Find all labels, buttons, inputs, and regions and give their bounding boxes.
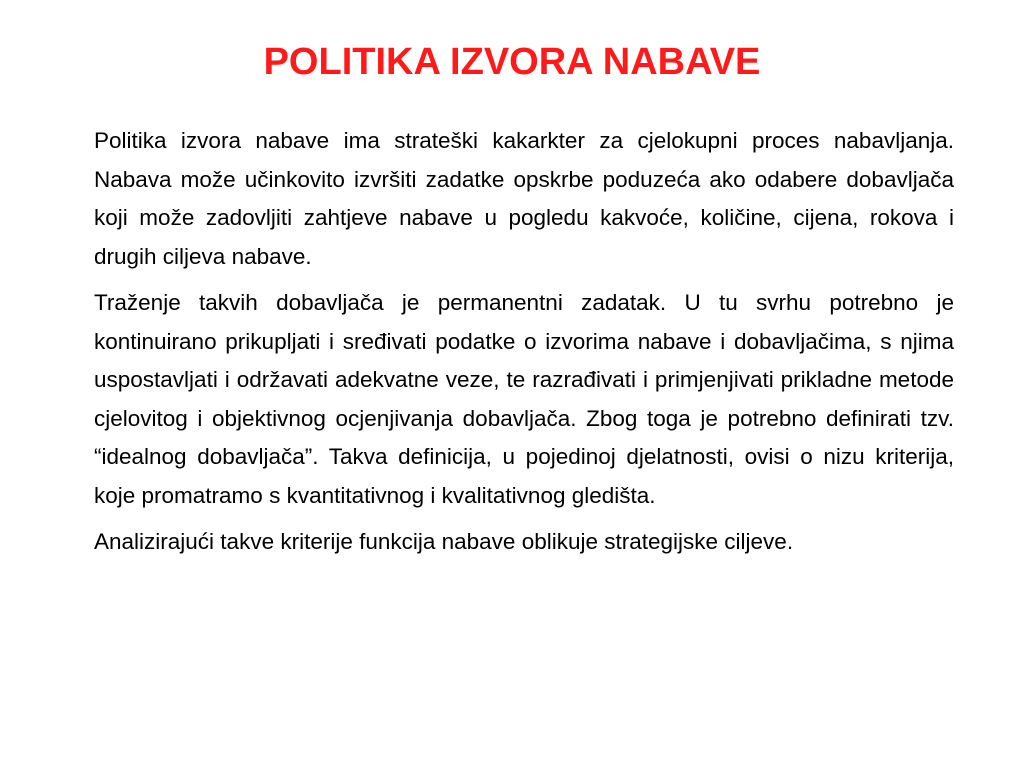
slide-title: POLITIKA IZVORA NABAVE [263, 41, 761, 83]
paragraph-strategic-goals: Analizirajući takve kriterije funkcija nabave oblikuje strategijske ciljeve. [94, 529, 794, 554]
paragraph-sourcing-policy: Politika izvora nabave ima strateški kakarkter za cjelokupni proces nabavljanja. Nabava može učinkovito izvršiti zadatke opskrbe poduzeća ako odabere dobavljača koji može zadovljiti zahtjeve nabave u pogledu kakvoće, količine, cijena, rokova i drugih ciljeva nabave. [94, 128, 954, 269]
paragraph-supplier-search: Traženje takvih dobavljača je permanentni zadatak. U tu svrhu potrebno je kontinuirano prikupljati i sređivati podatke o izvorima nabave i dobavljačima, s njima uspostavljati i održavati adekvatne veze, te razrađivati i primjenjivati prikladne metode cjelovitog i objektivnog ocjenjivanja dobavljača. Zbog toga je potrebno definirati tzv. “idealnog dobavljača”. Takva definicija, u pojedinoj djelatnosti, ovisi o nizu kriterija, koje promatramo s kvantitativnog i kvalitativnog gledišta. [94, 290, 954, 508]
slide-body [94, 122, 954, 570]
